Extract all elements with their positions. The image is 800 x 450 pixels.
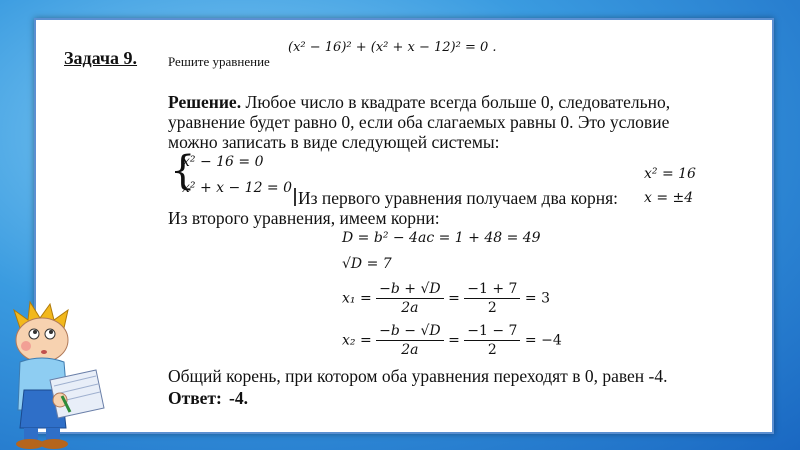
system-equation-1: x² − 16 = 0	[182, 154, 264, 170]
solution-line-2: уравнение будет равно 0, если оба слагаемых равны 0. Это условие	[168, 112, 670, 132]
x2-fraction-values	[464, 322, 520, 359]
cartoon-boy-with-book-icon	[0, 300, 110, 450]
x1-fraction-values-den: 2	[487, 300, 497, 316]
content-sheet	[34, 18, 774, 434]
x1-fraction-values-num: −1 + 7	[464, 280, 520, 299]
first-equation-root-line-1: x² = 16	[644, 166, 696, 182]
answer-label: Ответ:	[168, 388, 222, 408]
x2-fraction-values-den: 2	[487, 342, 497, 358]
first-equation-root-line-2: x = ±4	[644, 190, 694, 206]
text-cursor	[294, 188, 296, 206]
x2-result: = −4	[524, 332, 562, 349]
x1-result: = 3	[524, 290, 550, 307]
task-instruction: Решите уравнение	[168, 54, 270, 69]
x1-fraction-general	[376, 280, 443, 317]
x2-fraction-values-num: −1 − 7	[464, 322, 520, 341]
second-equation-text: Из второго уравнения, имеем корни:	[168, 208, 440, 228]
solution-line-3: можно записать в виде следующей системы:	[168, 132, 500, 152]
solution-line-1-text: Любое число в квадрате всегда больше 0, следовательно,	[241, 92, 671, 112]
final-conclusion: Общий корень, при котором оба уравнения переходят в 0, равен -4.	[168, 366, 668, 386]
discriminant-formula: D = b² − 4ac = 1 + 48 = 49	[342, 230, 541, 246]
root-x1-formula: x₁ = $\frac{-b + √D}{2a}$ = $\frac{-1 + 7}{2}$ = 3	[342, 281, 550, 316]
x2-fraction-general-num: −b − √D	[376, 322, 443, 341]
x2-fraction-general	[376, 322, 443, 359]
x1-fraction-general-den: 2a	[401, 300, 419, 316]
task-title: Задача 9.	[64, 48, 138, 68]
sqrt-discriminant: √D = 7	[342, 256, 392, 272]
x1-fraction-general-num: −b + √D	[376, 280, 443, 299]
solution-label: Решение.	[168, 92, 242, 112]
system-brace: {	[170, 148, 196, 194]
x1-fraction-values	[464, 280, 520, 317]
first-equation-text: Из первого уравнения получаем два корня:	[298, 188, 619, 208]
system-equation-2: x² + x − 12 = 0	[182, 180, 293, 196]
root-x2-formula: x₂ = $\frac{-b - √D}{2a}$ = $\frac{-1 - 7}{2}$ = −4	[342, 323, 562, 358]
x2-label: x₂ =	[342, 332, 372, 349]
answer-value: -4.	[229, 388, 248, 408]
x1-label: x₁ =	[342, 290, 372, 307]
solution-line-1	[168, 92, 670, 112]
x2-fraction-general-den: 2a	[401, 342, 419, 358]
task-equation: (x² − 16)² + (x² + x − 12)² = 0 .	[288, 40, 497, 55]
